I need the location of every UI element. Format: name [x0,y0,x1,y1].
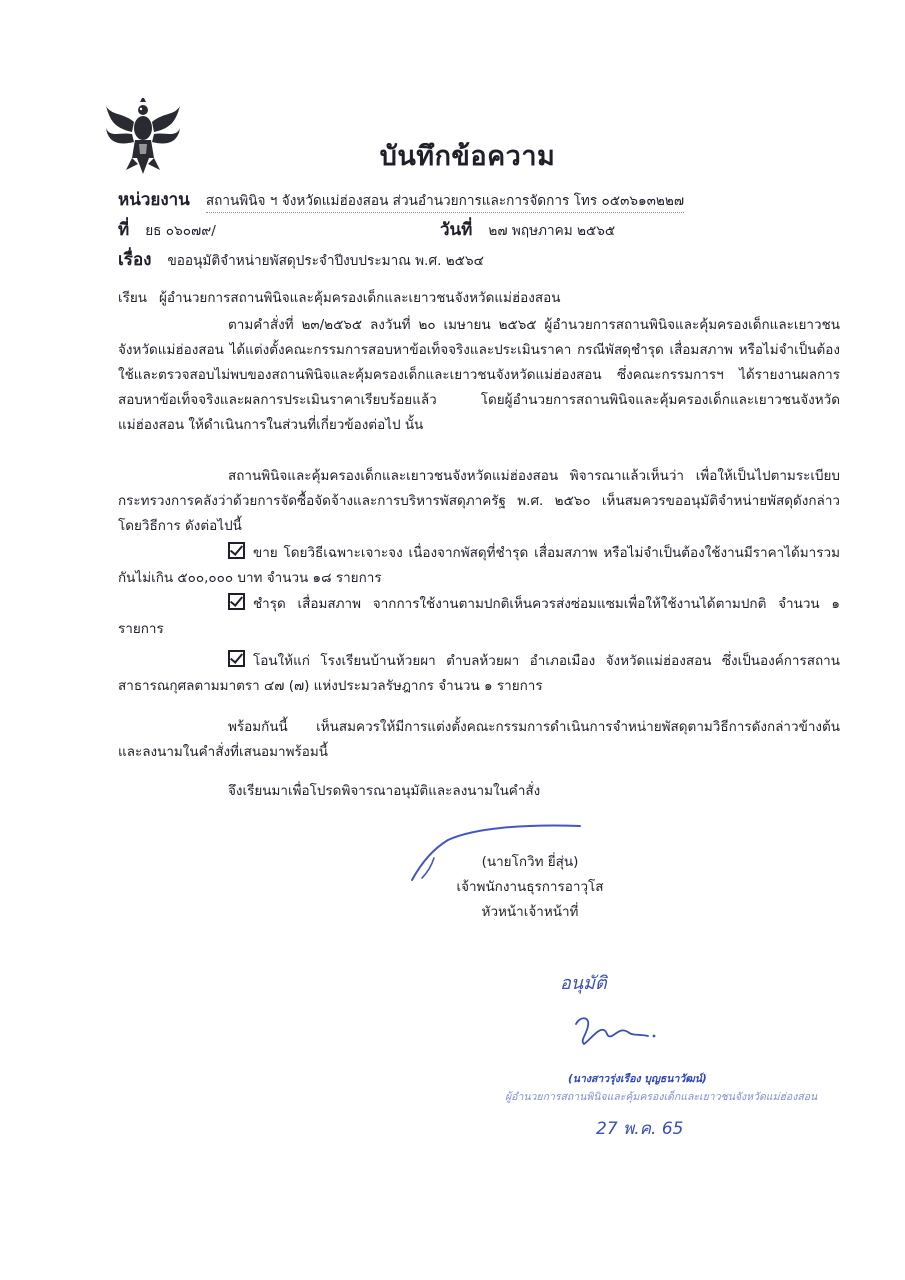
approver-stamp-name: (นางสาวรุ่งเรือง บุญธนาวัฒน์) [568,1073,707,1085]
reference-label: ที่ [118,220,130,240]
signature-block [430,850,630,925]
salutation-label: เรียน [118,290,148,306]
signer-role: หัวหน้าเจ้าหน้าที่ [481,904,579,920]
paragraph-closing: จึงเรียนมาเพื่อโปรดพิจารณาอนุมัติและลงนามในคำสั่ง [228,783,541,799]
department-label: หน่วยงาน [118,190,190,210]
checkbox-checked-icon [228,593,245,610]
paragraph-consideration: สถานพินิจและคุ้มครองเด็กและเยาวชนจังหวัดแม่ฮ่องสอน พิจารณาแล้วเห็นว่า เพื่อให้เป็นไปตามระเบียบกระทรวงการคลังว่าด้วยการจัดซื้อจัดจ้างและการบริหารพัสดุภาครัฐ พ.ศ. ๒๕๖๐ เห็นสมควรขออนุมัติจำหน่ายพัสดุดังกล่าวโดยวิธีการ ดังต่อไปนี้ [118,468,840,534]
subject-row [118,246,484,273]
signer-position: เจ้าพนักงานธุรการอาวุโส [456,879,604,895]
date-value: ๒๗ พฤษภาคม ๒๕๖๕ [488,223,616,239]
department-value: สถานพินิจ ฯ จังหวัดแม่ฮ่องสอน ส่วนอำนวยการและการจัดการ โทร ๐๕๓๖๑๓๒๒๗ [206,189,684,213]
salutation [118,286,560,308]
approver-stamp-title: ผู้อำนวยการสถานพินิจและคุ้มครองเด็กและเยาวชนจังหวัดแม่ฮ่องสอน [505,1091,818,1103]
department-row [118,186,684,213]
approval-date: 27 พ.ค. 65 [596,1119,684,1139]
paragraph-committee: พร้อมกันนี้ เห็นสมควรให้มีการแต่งตั้งคณะกรรมการดำเนินการจำหน่ายพัสดุตามวิธีการดังกล่าวข้างต้น และลงนามในคำสั่งที่เสนอมาพร้อมนี้ [118,719,840,760]
date-row [440,216,615,243]
reference-value: ยธ ๐๖๐๗๙/ [145,223,216,239]
salutation-value: ผู้อำนวยการสถานพินิจและคุ้มครองเด็กและเยาวชนจังหวัดแม่ฮ่องสอน [159,290,561,306]
reference-row [118,216,216,243]
signer-name: (นายโกวิท ยี่สุ่น) [481,854,579,870]
approval-note: อนุมัติ [560,973,607,994]
paragraph-background: ตามคำสั่งที่ ๒๓/๒๕๖๕ ลงวันที่ ๒๐ เมษายน ๒๕๖๕ ผู้อำนวยการสถานพินิจและคุ้มครองเด็กและเยาวชนจังหวัดแม่ฮ่องสอน ได้แต่งตั้งคณะกรรมการสอบหาข้อเท็จจริงและประเมินราคา กรณีพัสดุชำรุด เสื่อมสภาพ หรือไม่จำเป็นต้องใช้และตรวจสอบไม่พบของสถานพินิจและคุ้มครองเด็กและเยาวชนจังหวัดแม่ฮ่องสอน ซึ่งคณะกรรมการฯ ได้รายงานผลการสอบหาข้อเท็จจริงและผลการประเมินราคาเรียบร้อยแล้ว โดยผู้อำนวยการสถานพินิจและคุ้มครองเด็กและเยาวชนจังหวัดแม่ฮ่องสอน ให้ดำเนินการในส่วนที่เกี่ยวข้องต่อไป นั้น [118,317,840,433]
subject-label: เรื่อง [118,250,152,270]
option-repair [118,592,840,642]
checkbox-checked-icon [228,650,245,667]
checkbox-checked-icon [228,542,245,559]
option-repair-text: ชำรุด เสื่อมสภาพ จากการใช้งานตามปกติเห็นควรส่งซ่อมแซมเพื่อให้ใช้งานได้ตามปกติ จำนวน ๑ รายการ [118,596,840,637]
date-label: วันที่ [440,220,473,240]
option-transfer [118,649,840,699]
option-sell [118,541,840,591]
subject-value: ขออนุมัติจำหน่ายพัสดุประจำปีงบประมาณ พ.ศ. ๒๕๖๔ [167,253,484,269]
document-title: บันทึกข้อความ [379,141,556,172]
option-transfer-text: โอนให้แก่ โรงเรียนบ้านห้วยผา ตำบลห้วยผา อำเภอเมือง จังหวัดแม่ฮ่องสอน ซึ่งเป็นองค์การสถานสาธารณกุศลตามมาตรา ๔๗ (๗) แห่งประมวลรัษฎากร จำนวน ๑ รายการ [118,653,840,694]
approver-signature-mark [570,1010,660,1050]
option-sell-text: ขาย โดยวิธีเฉพาะเจาะจง เนื่องจากพัสดุที่ชำรุด เสื่อมสภาพ หรือไม่จำเป็นต้องใช้งานมีราคาได้มารวมกันไม่เกิน ๕๐๐,๐๐๐ บาท จำนวน ๑๘ รายการ [118,545,840,586]
